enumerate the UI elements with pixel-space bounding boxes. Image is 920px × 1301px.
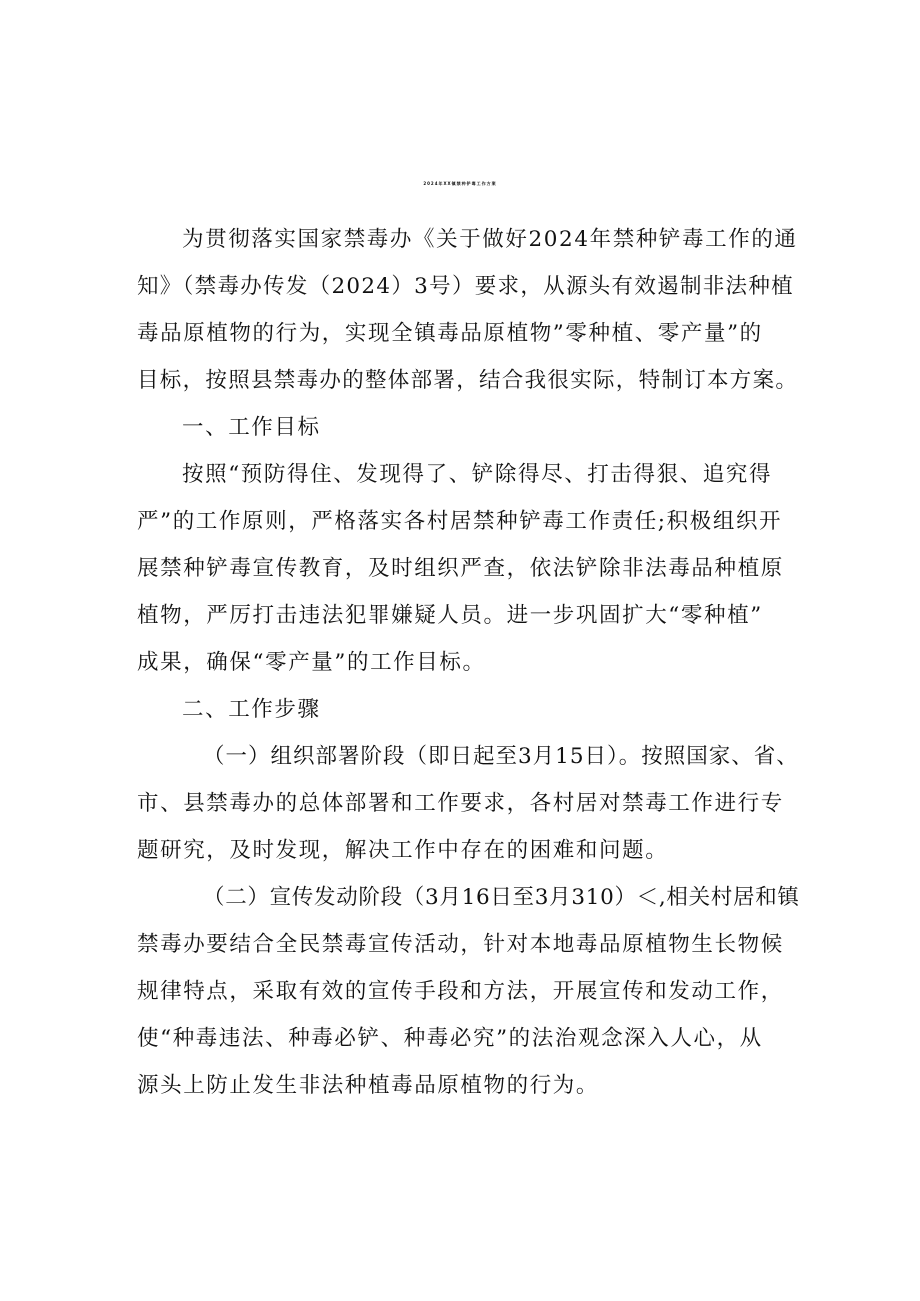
paragraph-line: 源头上防止发生非法种植毒品原植物的行为。 (137, 1073, 600, 1098)
paragraph-line: 严”的工作原则，严格落实各村居禁种铲毒工作责任;积极组织开 (137, 509, 783, 534)
paragraph-line: 禁毒办要结合全民禁毒宣传活动，针对本地毒品原植物生长物候 (137, 932, 784, 957)
paragraph-line: 规律特点，采取有效的宣传手段和方法，开展宣传和发动工作， (137, 979, 784, 1004)
paragraph-line: 题研究，及时发现，解决工作中存在的困难和问题。 (137, 838, 669, 863)
paragraph-line: 目标，按照县禁毒办的整体部署，结合我很实际，特制订本方案。 (137, 368, 799, 393)
paragraph-line: 成果，确保“零产量”的工作目标。 (137, 650, 486, 675)
paragraph-line: （二）宣传发动阶段（3月16日至3月310）＜,相关村居和镇 (203, 885, 800, 910)
section-heading: 一、工作目标 (182, 415, 321, 440)
paragraph-line: 植物，严厉打击违法犯罪嫌疑人员。进一步巩固扩大“零种植” (137, 603, 763, 628)
paragraph-line: 市、县禁毒办的总体部署和工作要求，各村居对禁毒工作进行专 (137, 791, 784, 816)
paragraph-line: 毒品原植物的行为，实现全镇毒品原植物”零种植、零产量”的 (137, 321, 763, 346)
paragraph-line: （一）组织部署阶段（即日起至3月15日）。按照国家、省、 (203, 744, 799, 769)
paragraph-line: 展禁种铲毒宣传教育，及时组织严查，依法铲除非法毒品种植原 (137, 556, 784, 581)
paragraph-line: 知》（禁毒办传发（2024）3号）要求，从源头有效遏制非法种植 (137, 274, 794, 299)
document-title: 2024年XX镇禁种铲毒工作方案 (423, 181, 497, 186)
section-heading: 二、工作步骤 (182, 697, 321, 722)
paragraph-line: 为贯彻落实国家禁毒办《关于做好2024年禁种铲毒工作的通 (182, 227, 798, 252)
paragraph-line: 使“种毒违法、种毒必铲、种毒必究”的法治观念深入人心，从 (137, 1026, 763, 1051)
paragraph-line: 按照“预防得住、发现得了、铲除得尽、打击得狠、追究得 (182, 462, 773, 487)
